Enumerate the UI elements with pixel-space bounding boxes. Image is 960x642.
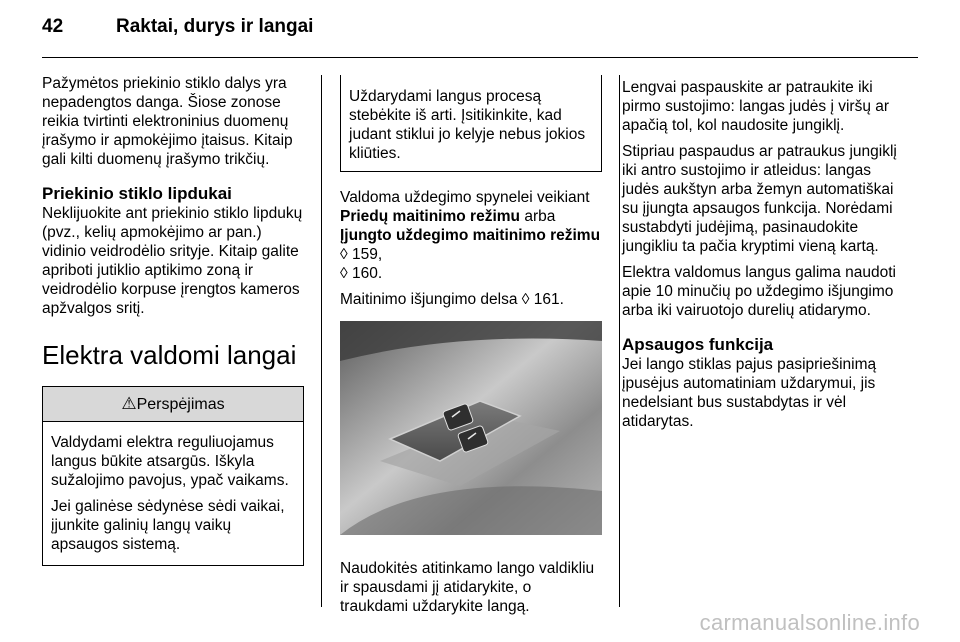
power-off-delay-paragraph <box>340 290 602 309</box>
page-title: Raktai, durys ir langai <box>116 16 314 37</box>
warning-paragraph-1: Valdydami elektra reguliuojamus langus būkite atsargūs. Iškyla sužalojimo pavojus, ypač vaikams. <box>51 434 289 489</box>
watermark: carmanualsonline.info <box>699 610 920 635</box>
intro-paragraph: Pažymėtos priekinio stiklo dalys yra nepadengtos danga. Šiose zonose reikia tvirtinti elektroninius duomenų įrašymo ir apmokėjimo įtaisus. Kitaip gali kilti duomenų įrašymo trikčių. <box>42 75 293 168</box>
page-ref-161[interactable]: 161. <box>529 291 564 308</box>
column-divider-2 <box>619 75 620 607</box>
note-box <box>340 75 602 172</box>
column-left <box>42 74 304 566</box>
warning-title: Perspėjimas <box>136 396 225 413</box>
note-text: Uždarydami langus procesą stebėkite iš arti. Įsitikinkite, kad judant stiklui jo kelyje nebus jokios kliūties. <box>349 88 586 162</box>
window-switch-photo <box>340 321 602 535</box>
stickers-paragraph: Neklijuokite ant priekinio stiklo lipdukų (pvz., kelių apmokėjimo ar pan.) vidinio veidrodėlio srityje. Kitaip galite apriboti jutiklio aptikimo zoną ir veidrodėlio korpuse įrengtos kameros apžvalgos sritį. <box>42 205 303 317</box>
warning-header <box>43 386 303 422</box>
warning-icon: ⚠ <box>121 394 137 413</box>
warning-box <box>42 386 304 566</box>
power-off-delay-text: Maitinimo išjungimo delsa <box>340 291 518 308</box>
page-ref-icon: ◊ <box>340 265 348 282</box>
stickers-heading: Priekinio stiklo lipdukai <box>42 184 232 203</box>
or-text: arba <box>520 208 556 225</box>
column-middle <box>340 75 602 623</box>
first-stop-paragraph: Lengvai paspauskite ar patraukite iki pirmo sustojimo: langas judės į viršų ar apačią tol, kol naudosite jungiklį. <box>622 79 890 134</box>
second-stop-paragraph: Stipriau paspaudus ar patraukus jungiklį iki antro sustojimo ir atleidus: langas judės aukštyn arba žemyn automatiškai su įjungta apsaugos funkcija. Norėdami sustabdyti judėjimą, pasinaudokite jungikliu ta pačia kryptimi vieną kartą. <box>622 143 897 255</box>
page-ref-159[interactable]: 159, <box>347 246 383 263</box>
page-header <box>42 16 313 38</box>
warning-paragraph-2: Jei galinėse sėdynėse sėdi vaikai, įjunkite galinių langų vaikų apsaugos sistemą. <box>51 498 285 553</box>
accessory-mode-label: Priedų maitinimo režimu <box>340 208 521 225</box>
page-ref-160[interactable]: 160. <box>347 265 383 282</box>
ignition-paragraph <box>340 188 602 283</box>
protection-paragraph: Jei lango stiklas pajus pasipriešinimą įpusėjus automatiniam uždarymui, jis nedelsiant bus sustabdytas ir vėl atidarytas. <box>622 356 877 430</box>
warning-body <box>43 422 303 565</box>
photo-caption: Naudokitės atitinkamo lango valdikliu ir spausdami jį atidarykite, o traukdami uždarykite langą. <box>340 560 595 615</box>
protection-heading: Apsaugos funkcija <box>622 335 774 354</box>
header-divider <box>42 57 918 58</box>
ignition-on-mode-label: Įjungto uždegimo maitinimo režimu <box>340 227 601 244</box>
column-right <box>622 78 902 438</box>
page-number: 42 <box>42 16 64 37</box>
page-ref-icon: ◊ <box>521 291 530 308</box>
section-heading: Elektra valdomi langai <box>42 340 297 370</box>
page-ref-icon: ◊ <box>340 246 348 263</box>
operation-time-paragraph: Elektra valdomus langus galima naudoti apie 10 minučių po uždegimo išjungimo arba iki vairuotojo durelių atidarymo. <box>622 264 896 319</box>
ignition-text: Valdoma uždegimo spynelei veikiant <box>340 189 590 206</box>
column-divider-1 <box>321 75 322 607</box>
